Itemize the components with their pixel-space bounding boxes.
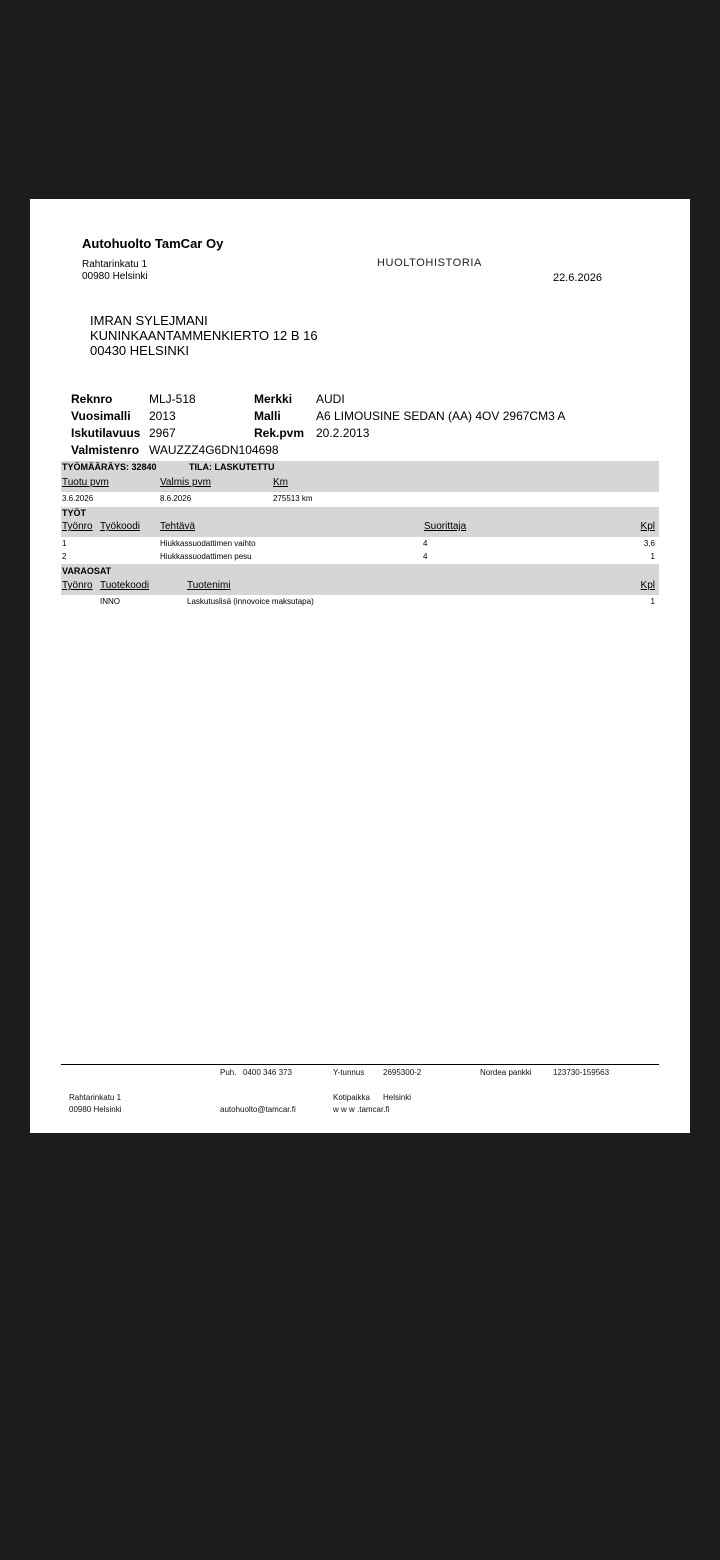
vuosimalli-label: Vuosimalli (71, 409, 131, 423)
company-city: 00980 Helsinki (82, 271, 148, 282)
footer-email[interactable]: autohuolto@tamcar.fi (220, 1105, 296, 1114)
col-suorittaja: Suorittaja (424, 521, 467, 532)
customer-city: 00430 HELSINKI (90, 343, 190, 358)
col-tuotekoodi: Tuotekoodi (100, 580, 150, 591)
tuotekoodi-cell: INNO (100, 597, 120, 606)
kpl-cell: 1 (650, 597, 655, 606)
document-title: HUOLTOHISTORIA (377, 257, 482, 269)
footer-bank: 123730-159563 (553, 1068, 610, 1077)
varaosat-header-band (61, 564, 659, 595)
iskutilavuus-label: Iskutilavuus (71, 426, 141, 440)
suorittaja-cell: 4 (423, 539, 428, 548)
vuosimalli-value: 2013 (149, 409, 176, 423)
col-km: Km (273, 477, 288, 488)
malli-value: A6 LIMOUSINE SEDAN (AA) 4OV 2967CM3 A (316, 409, 566, 423)
tuotenimi-cell: Laskutuslisä (innovoice maksutapa) (187, 597, 314, 606)
kpl-cell: 1 (650, 552, 655, 561)
tyot-title: TYÖT (62, 508, 86, 518)
km-value: 275513 km (273, 494, 313, 503)
work-order-status: TILA: LASKUTETTU (189, 462, 275, 472)
malli-label: Malli (254, 409, 281, 423)
kpl-cell: 3,6 (643, 539, 655, 548)
valmistenro-value: WAUZZZ4G6DN104698 (149, 443, 279, 457)
reknro-value: MLJ-518 (149, 392, 196, 406)
reknro-label: Reknro (71, 392, 113, 406)
footer-kotipaikka: Helsinki (383, 1093, 412, 1102)
tuotu-pvm-value: 3.6.2026 (62, 494, 94, 503)
company-name: Autohuolto TamCar Oy (82, 236, 224, 251)
customer-address: KUNINKAANTAMMENKIERTO 12 B 16 (90, 328, 318, 343)
rekpvm-value: 20.2.2013 (316, 426, 370, 440)
document-page (30, 199, 690, 1133)
footer-phone-label: Puh. (220, 1068, 237, 1077)
rekpvm-label: Rek.pvm (254, 426, 305, 440)
footer-bank-label: Nordea pankki (480, 1068, 532, 1077)
valmistenro-label: Valmistenro (71, 443, 140, 457)
footer-city: 00980 Helsinki (69, 1105, 122, 1114)
merkki-label: Merkki (254, 392, 293, 406)
col-kpl: Kpl (640, 521, 655, 532)
tehtava-cell: Hiukkassuodattimen vaihto (160, 539, 256, 548)
footer-web[interactable]: w w w .tamcar.fi (333, 1105, 390, 1114)
col-tuotenimi: Tuotenimi (187, 580, 231, 591)
document-date: 22.6.2026 (553, 272, 602, 284)
tyonro-cell: 2 (62, 552, 67, 561)
footer-phone: 0400 346 373 (243, 1068, 292, 1077)
col-tyokoodi: Työkoodi (100, 521, 141, 532)
work-order-number: TYÖMÄÄRÄYS: 32840 (62, 462, 157, 472)
footer-divider (61, 1064, 659, 1065)
col-kpl: Kpl (640, 580, 655, 591)
footer-ytunnus-label: Y-tunnus (333, 1068, 365, 1077)
suorittaja-cell: 4 (423, 552, 428, 561)
footer-ytunnus: 2695300-2 (383, 1068, 422, 1077)
varaosat-title: VARAOSAT (62, 566, 112, 576)
tyot-header-band (61, 507, 659, 537)
col-tyonro: Työnro (62, 580, 93, 591)
company-street: Rahtarinkatu 1 (82, 259, 148, 270)
tyonro-cell: 1 (62, 539, 67, 548)
col-tehtava: Tehtävä (160, 521, 196, 532)
footer-street: Rahtarinkatu 1 (69, 1093, 122, 1102)
valmis-pvm-value: 8.6.2026 (160, 494, 192, 503)
customer-name: IMRAN SYLEJMANI (90, 313, 208, 328)
col-tuotu-pvm: Tuotu pvm (62, 477, 109, 488)
iskutilavuus-value: 2967 (149, 426, 176, 440)
footer-kotipaikka-label: Kotipaikka (333, 1093, 370, 1102)
col-valmis-pvm: Valmis pvm (160, 477, 211, 488)
tehtava-cell: Hiukkassuodattimen pesu (160, 552, 252, 561)
col-tyonro: Työnro (62, 521, 93, 532)
merkki-value: AUDI (316, 392, 345, 406)
